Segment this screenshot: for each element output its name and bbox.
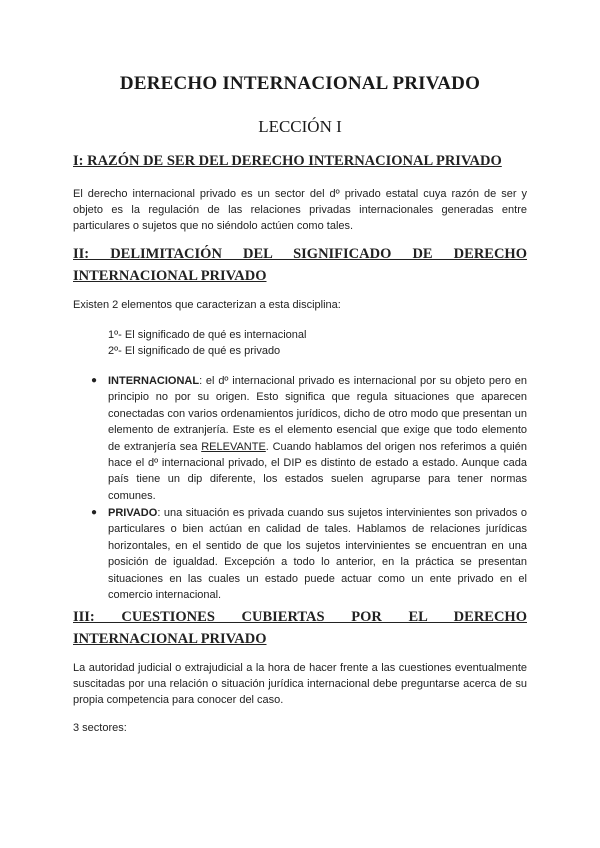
bullet-internacional-text-1: : el dº internacional privado es internacional por su objeto pero en principio no por su origen. Esto significa que regula situaciones que aparecen conectadas con varios ordenamientos jurídicos, dicho de otro modo que presentan un elemento de extranjería. Este es el elemento esencial que exige que todo elemento de extranjería sea	[108, 375, 527, 453]
document-title: DERECHO INTERNACIONAL PRIVADO	[119, 73, 481, 94]
bullet-icon: ●	[91, 507, 98, 518]
section-2-heading: II: DELIMITACIÓN DEL SIGNIFICADO DE DERECHO INTERNACIONAL PRIVADO	[73, 246, 527, 284]
bullet-icon: ●	[91, 375, 98, 386]
lesson-subtitle: LECCIÓN I	[258, 117, 342, 136]
list-item-internacional: 1º- El significado de qué es internacional	[108, 329, 307, 341]
emphasis-relevante: RELEVANTE	[201, 440, 266, 453]
section-1-paragraph: El derecho internacional privado es un sector del dº privado estatal cuya razón de ser y objeto es la regulación de las relaciones privadas internacionales generadas entre particulares o sujetos que no siéndolo actúen como tales.	[73, 188, 527, 232]
term-privado: PRIVADO	[108, 507, 158, 519]
term-internacional: INTERNACIONAL	[108, 375, 200, 387]
list-item-privado: 2º- El significado de qué es privado	[108, 345, 281, 357]
section-1-heading: I: RAZÓN DE SER DEL DERECHO INTERNACIONAL PRIVADO	[73, 153, 502, 169]
section-2-intro: Existen 2 elementos que caracterizan a esta disciplina:	[73, 299, 341, 311]
bullet-internacional-text-2: . Cuando hablamos del origen nos referimos a quién hace el dº internacional privado, el DIP es distinto de estado a estado. Aunque cada país tiene un dip diferente, los estados suelen agruparse para tener normas comunes.	[108, 440, 527, 502]
bullet-internacional	[108, 373, 527, 504]
sectors-label: 3 sectores:	[73, 722, 127, 734]
section-3-heading: III: CUESTIONES CUBIERTAS POR EL DERECHO INTERNACIONAL PRIVADO	[73, 609, 527, 647]
bullet-privado	[108, 505, 527, 603]
section-3-paragraph: La autoridad judicial o extrajudicial a la hora de hacer frente a las cuestiones eventualmente suscitadas por una relación o situación jurídica internacional debe preguntarse acerca de su propia competencia para conocer del caso.	[73, 662, 527, 706]
bullet-privado-text: : una situación es privada cuando sus sujetos intervinientes son privados o particulares o bien actúan en calidad de tales. Hablamos de relaciones jurídicas horizontales, en el sentido de que los sujetos intervinientes se encuentran en una posición de igualdad. Excepción a todo lo anterior, en la práctica se presentan situaciones en las cuales un estado puede actuar como un ente privado en el comercio internacional.	[108, 507, 527, 602]
